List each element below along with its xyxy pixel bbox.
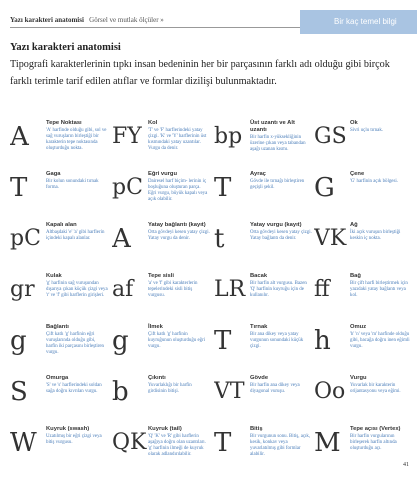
term-description: 'h' 'n' veya 'm' harfinde olduğu gibi, bacağa doğru inen eğimli vurgu.	[350, 332, 410, 349]
term-description: Bir ana dikey veya yatay vurgunun sonundaki küçük çizgi.	[250, 332, 304, 349]
term-description: Dairesel harf biçim- lerinin iç boşluğuna oluşturan parça. Eğri vurgu, büyük kapalı veya açık olabilir.	[148, 179, 208, 202]
section-name: Yazı karakteri anatomisi	[10, 16, 84, 24]
glyph-specimen: ff	[314, 277, 330, 302]
glyph-specimen: T	[214, 326, 232, 356]
intro-paragraph: Tipografi karakterlerinin tıpkı insan bedeninin her bir parçasının farklı adı olduğu gibi birçok farklı terimle tarif edilen atıflar ve formlar dizilişi bulunmaktadır.	[10, 59, 390, 87]
term-name: Kuyruk (tail)	[148, 426, 182, 432]
chapter-tab-label: Bir kaç temel bilgi	[334, 17, 397, 26]
term-name: Vurgu	[350, 375, 367, 381]
term-caption	[250, 120, 312, 153]
glyph-specimen: pC	[10, 226, 41, 251]
term-caption	[46, 171, 108, 191]
term-description: Uzatılmış bir eğri çizgi veya bitiş vurgusu.	[46, 434, 102, 445]
term-description: Sivri uçlu tırnak.	[350, 128, 384, 133]
anatomy-term	[10, 169, 110, 217]
term-name: Kulak	[46, 273, 62, 279]
term-description: 'g' harfinin sağ vuruşundan dışarıya çıkan küçük çizgi veya 'r' ve 'f' gibi harflerin girişleri.	[46, 281, 108, 298]
glyph-specimen: T	[10, 173, 28, 203]
term-name: Ok	[350, 120, 358, 126]
term-description: 'a' ve 'f' gibi karakterlerin tepelerindeki sisli bitiş vurgusu.	[148, 281, 198, 298]
anatomy-grid	[10, 118, 412, 480]
term-name: Kuyruk (swash)	[46, 426, 90, 432]
glyph-specimen: b	[112, 377, 129, 407]
glyph-specimen: A	[112, 224, 131, 254]
term-caption	[148, 375, 210, 395]
term-caption	[148, 324, 210, 350]
anatomy-term	[10, 271, 110, 319]
term-caption	[250, 171, 312, 191]
glyph-specimen: t	[214, 224, 225, 254]
term-description: Orta gövdeyi kesen yatay çizgi. Yatay bağlantı da denir.	[250, 230, 312, 241]
glyph-specimen: A	[10, 122, 29, 152]
term-description: Gövde ile tırnağı birleştiren geçişli şekil.	[250, 179, 305, 190]
glyph-specimen: T	[214, 173, 232, 203]
term-caption	[250, 375, 312, 395]
running-header	[10, 16, 164, 24]
term-description: Bir kolun sonundaki tırnak forma.	[46, 179, 99, 190]
page-title: Yazı karakteri anatomisi	[10, 42, 121, 53]
anatomy-term	[112, 220, 212, 268]
term-name: Bağ	[350, 273, 361, 279]
anatomy-term	[112, 271, 212, 319]
term-caption	[148, 120, 210, 152]
term-name: Kol	[148, 120, 158, 126]
term-description: 'A' harfinde olduğu gibi, sol ve sağ vuruşların birleştiği bir karakterin tepe noktasında oluşturduğu nokta.	[46, 128, 107, 151]
term-caption	[46, 120, 108, 152]
term-description: Bir harfin ana dikey veya diyagonal vuruşu.	[250, 383, 300, 394]
term-description: Bir vurgunun sonu. Bitiş, açık, kesik, konkav veya yuvarlatılmış gibi formlar alabilir.	[250, 434, 311, 457]
anatomy-term	[314, 322, 414, 370]
term-description: Yuvarlak bir karakterin orijantasyonu veya eğimi.	[350, 383, 401, 394]
anatomy-term	[214, 424, 314, 472]
anatomy-term	[112, 373, 212, 421]
term-name: Kapalı alan	[46, 222, 77, 228]
term-caption	[350, 171, 412, 185]
term-description: Bir harfin x-yüksekliğinin üzerine çıkan veya tabandan aşağı uzanan kısmı.	[250, 135, 306, 152]
term-caption	[148, 273, 210, 299]
page-header	[0, 0, 417, 34]
term-name: Tepe sisli	[148, 273, 174, 279]
term-caption	[350, 120, 412, 134]
anatomy-term	[214, 169, 314, 217]
glyph-specimen: pC	[112, 175, 143, 200]
term-caption	[350, 426, 412, 452]
anatomy-term	[314, 424, 414, 472]
term-caption	[46, 324, 108, 356]
term-description: Orta gövdeyi kesen yatay çizgi. Yatay vurgu da denir.	[148, 230, 210, 241]
anatomy-term	[314, 271, 414, 319]
glyph-specimen: W	[10, 428, 37, 458]
term-name: Gövde	[250, 375, 269, 381]
term-name: Tepe açısı (Vertex)	[350, 426, 401, 432]
term-description: Çift katlı 'g' harfinin kuyruğunun oluşturduğu eğri vurgu.	[148, 332, 206, 349]
anatomy-term	[214, 373, 314, 421]
anatomy-term	[10, 322, 110, 370]
anatomy-term	[314, 118, 414, 166]
term-name: Yatay vurgu (kayıt)	[250, 222, 302, 228]
anatomy-term	[112, 169, 212, 217]
page-number: 41	[403, 462, 409, 468]
anatomy-term	[10, 373, 110, 421]
anatomy-term	[214, 271, 314, 319]
term-description: İki açık vuruşun birleştiği keskin iç nokta.	[350, 230, 401, 241]
anatomy-term	[214, 220, 314, 268]
glyph-specimen: LR	[214, 277, 246, 302]
glyph-specimen: g	[112, 326, 129, 356]
term-caption	[350, 324, 412, 350]
term-name: Çene	[350, 171, 365, 177]
term-name: Bağlantı	[46, 324, 69, 330]
glyph-specimen: h	[314, 326, 331, 356]
anatomy-term	[112, 424, 212, 472]
anatomy-term	[10, 220, 110, 268]
term-caption	[250, 426, 312, 458]
glyph-specimen: S	[10, 377, 28, 407]
glyph-specimen: VT	[214, 379, 245, 404]
glyph-specimen: T	[214, 428, 232, 458]
term-name: Ağ	[350, 222, 358, 228]
term-name: Omurga	[46, 375, 69, 381]
glyph-specimen: M	[314, 428, 341, 458]
term-name: Gaga	[46, 171, 61, 177]
term-name: Bitiş	[250, 426, 263, 432]
term-description: Yuvarlaklığı bir harfin girdisinin bitişi.	[148, 383, 192, 394]
glyph-specimen: G	[314, 173, 335, 203]
chapter-tab	[300, 10, 417, 34]
anatomy-term	[314, 373, 414, 421]
glyph-specimen: Oo	[314, 379, 346, 404]
term-name: Tırnak	[250, 324, 268, 330]
term-caption	[46, 426, 108, 446]
term-caption	[250, 324, 312, 350]
glyph-specimen: g	[10, 326, 27, 356]
term-description: Bir harfin alt vurgusu. Bazen 'Q' harfinin kuyruğu için de kullanılır.	[250, 281, 307, 298]
term-name: İlmek	[148, 324, 163, 330]
term-name: Çıkıntı	[148, 375, 166, 381]
anatomy-term	[112, 118, 212, 166]
term-caption	[46, 222, 108, 242]
term-name: Omuz	[350, 324, 367, 330]
section-subtitle: Görsel ve mutlak ölçüler »	[89, 16, 164, 24]
term-caption	[350, 222, 412, 242]
term-description: 'T' ve 'F' harflerindeki yatay çizgi. 'K' ve 'Y' harflerinin üst kısmındaki yatay uzantılar. Vurgu da denir.	[148, 128, 207, 151]
term-name: Tepe Noktası	[46, 120, 82, 126]
term-caption	[350, 375, 412, 395]
anatomy-term	[10, 424, 110, 472]
term-caption	[250, 273, 312, 299]
term-description: Bir harfin vurgularının birleşerek harfin altında oluşturduğu açı.	[350, 434, 397, 451]
term-caption	[250, 222, 312, 242]
term-name: Eğri vurgu	[148, 171, 177, 177]
term-caption	[46, 375, 108, 395]
term-caption	[350, 273, 412, 299]
glyph-specimen: GS	[314, 124, 347, 149]
anatomy-term	[10, 118, 110, 166]
term-description: 'Q' 'K' ve 'R' gibi harflerin aşağıya doğru olan uzantıları. 'g' harfinin ilmeği de kuyruk olarak adlandırılabilir.	[148, 434, 206, 457]
term-name: Ayraç	[250, 171, 266, 177]
glyph-specimen: gr	[10, 277, 35, 302]
term-description: Altbaşdaki 'e' 'a' gibi harflerin içindeki kapalı alanlar.	[46, 230, 105, 241]
header-rule	[10, 27, 300, 28]
term-description: 'G' harfinin açık bölgesi.	[350, 179, 398, 184]
term-name: Bacak	[250, 273, 268, 279]
glyph-specimen: af	[112, 277, 134, 302]
anatomy-term	[314, 220, 414, 268]
glyph-specimen: QK	[112, 430, 147, 455]
term-description: 'S' ve 's' harflerindeki soldan sağa doğru kıvrılan vurgu.	[46, 383, 102, 394]
anatomy-term	[214, 118, 314, 166]
term-caption	[148, 222, 210, 242]
term-caption	[148, 426, 210, 458]
glyph-specimen: FY	[112, 124, 142, 149]
glyph-specimen: VK	[314, 226, 347, 251]
anatomy-term	[314, 169, 414, 217]
term-caption	[46, 273, 108, 299]
term-description: Bir çift harfi birleştirmek için yazıdaki yatay bağlantı veya kol.	[350, 281, 408, 298]
anatomy-term	[112, 322, 212, 370]
term-name: Yatay bağlantı (kayıt)	[148, 222, 206, 228]
glyph-specimen: bp	[214, 124, 243, 149]
term-name: Üst uzantı ve Alt uzantı	[250, 120, 295, 133]
anatomy-term	[214, 322, 314, 370]
term-caption	[148, 171, 210, 203]
term-description: Çift katlı 'g' harfinin eğri vuruşlarında olduğu gibi, harfin iki parçasını birleştiren vurgu.	[46, 332, 104, 355]
